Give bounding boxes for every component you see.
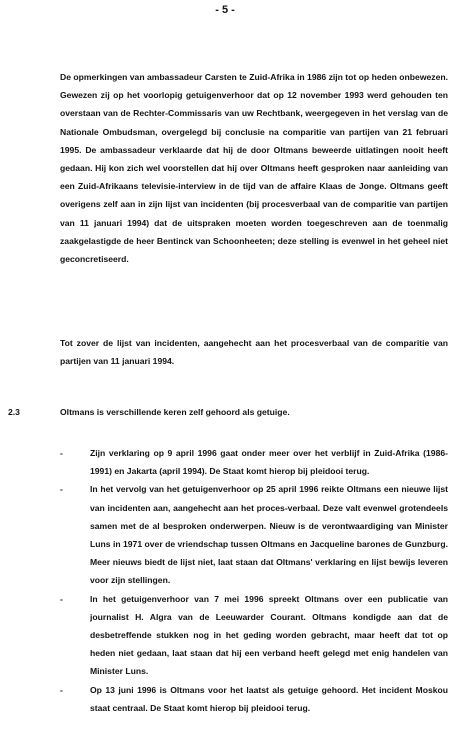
list-item bbox=[60, 590, 448, 681]
testimony-list bbox=[60, 444, 448, 717]
section-number: 2.3 bbox=[8, 407, 20, 417]
page-number: - 5 - bbox=[215, 4, 235, 16]
list-item-text: In het getuigenverhoor van 7 mei 1996 spreekt Oltmans over een publicatie van journalist H. Algra van de Leeuwarder Courant. Oltmans kondigde aan dat de desbetreffende stukken nog in het geding worden gebracht, maar heeft dat tot op heden niet gedaan, laat staan dat hij een verband heeft gelegd met enig handelen van Minister Luns. bbox=[90, 593, 448, 677]
bullet-dash: - bbox=[60, 593, 63, 604]
list-item bbox=[60, 480, 448, 589]
section-title: Oltmans is verschillende keren zelf gehoord als getuige. bbox=[60, 407, 290, 417]
list-item-text: In het vervolg van het getuigenverhoor op 25 april 1996 reikte Oltmans een nieuwe lijst van incidenten aan, aangehecht aan het proces-verbaal. Deze valt evenwel grotendeels samen met de al besproken onderwerpen. Nieuw is de verontwaardiging van Minister Luns in 1971 over de vriendschap tussen Oltmans en Jacqueline barones de Gunzburg. Meer nieuws biedt de lijst niet, laat staan dat Oltmans' verklaring en lijst bewijs leveren voor zijn stellingen. bbox=[90, 484, 448, 586]
list-item bbox=[60, 444, 448, 480]
bullet-dash: - bbox=[60, 684, 63, 695]
list-item-text: Op 13 juni 1996 is Oltmans voor het laatst als getuige gehoord. Het incident Moskou staat centraal. De Staat komt hierop bij pleidooi terug. bbox=[90, 684, 448, 713]
list-item bbox=[60, 681, 448, 717]
list-item-text: Zijn verklaring op 9 april 1996 gaat onder meer over het verblijf in Zuid-Afrika (1986-1991) en Jakarta (april 1994). De Staat komt hierop bij pleidooi terug. bbox=[90, 448, 448, 477]
paragraph-lijst-incidenten: Tot zover de lijst van incidenten, aangehecht aan het procesverbaal van de comparitie van partijen van 11 januari 1994. bbox=[60, 338, 448, 367]
bullet-dash: - bbox=[60, 484, 63, 495]
paragraph-ambassadeur-carsten: De opmerkingen van ambassadeur Carsten te Zuid-Afrika in 1986 zijn tot op heden onbewezen. Gewezen zij op het voorlopig getuigenverhoor dat op 12 november 1993 werd gehouden ten overstaan van de Rechter-Commissaris van uw Rechtbank, weergegeven in het verslag van de Nationale Ombudsman, overgelegd bij conclusie na comparitie van partijen van 21 februari 1995. De ambassadeur verklaarde dat hij de door Oltmans beweerde uitlatingen nooit heeft gedaan. Hij kon zich wel voorstellen dat hij over Oltmans heeft gesproken naar aanleiding van een Zuid-Afrikaans televisie-interview in de tijd van de affaire Klaas de Jonge. Oltmans geeft overigens zelf aan in zijn lijst van incidenten (bij procesverbaal van de comparitie van partijen van 11 januari 1994) dat de uitspraken moeten worden toegeschreven aan de toenmalig zaakgelastigde de heer Bentinck van Schoonheeten; deze stelling is evenwel in het geheel niet geconcretiseerd. bbox=[60, 72, 448, 265]
bullet-dash: - bbox=[60, 448, 63, 458]
